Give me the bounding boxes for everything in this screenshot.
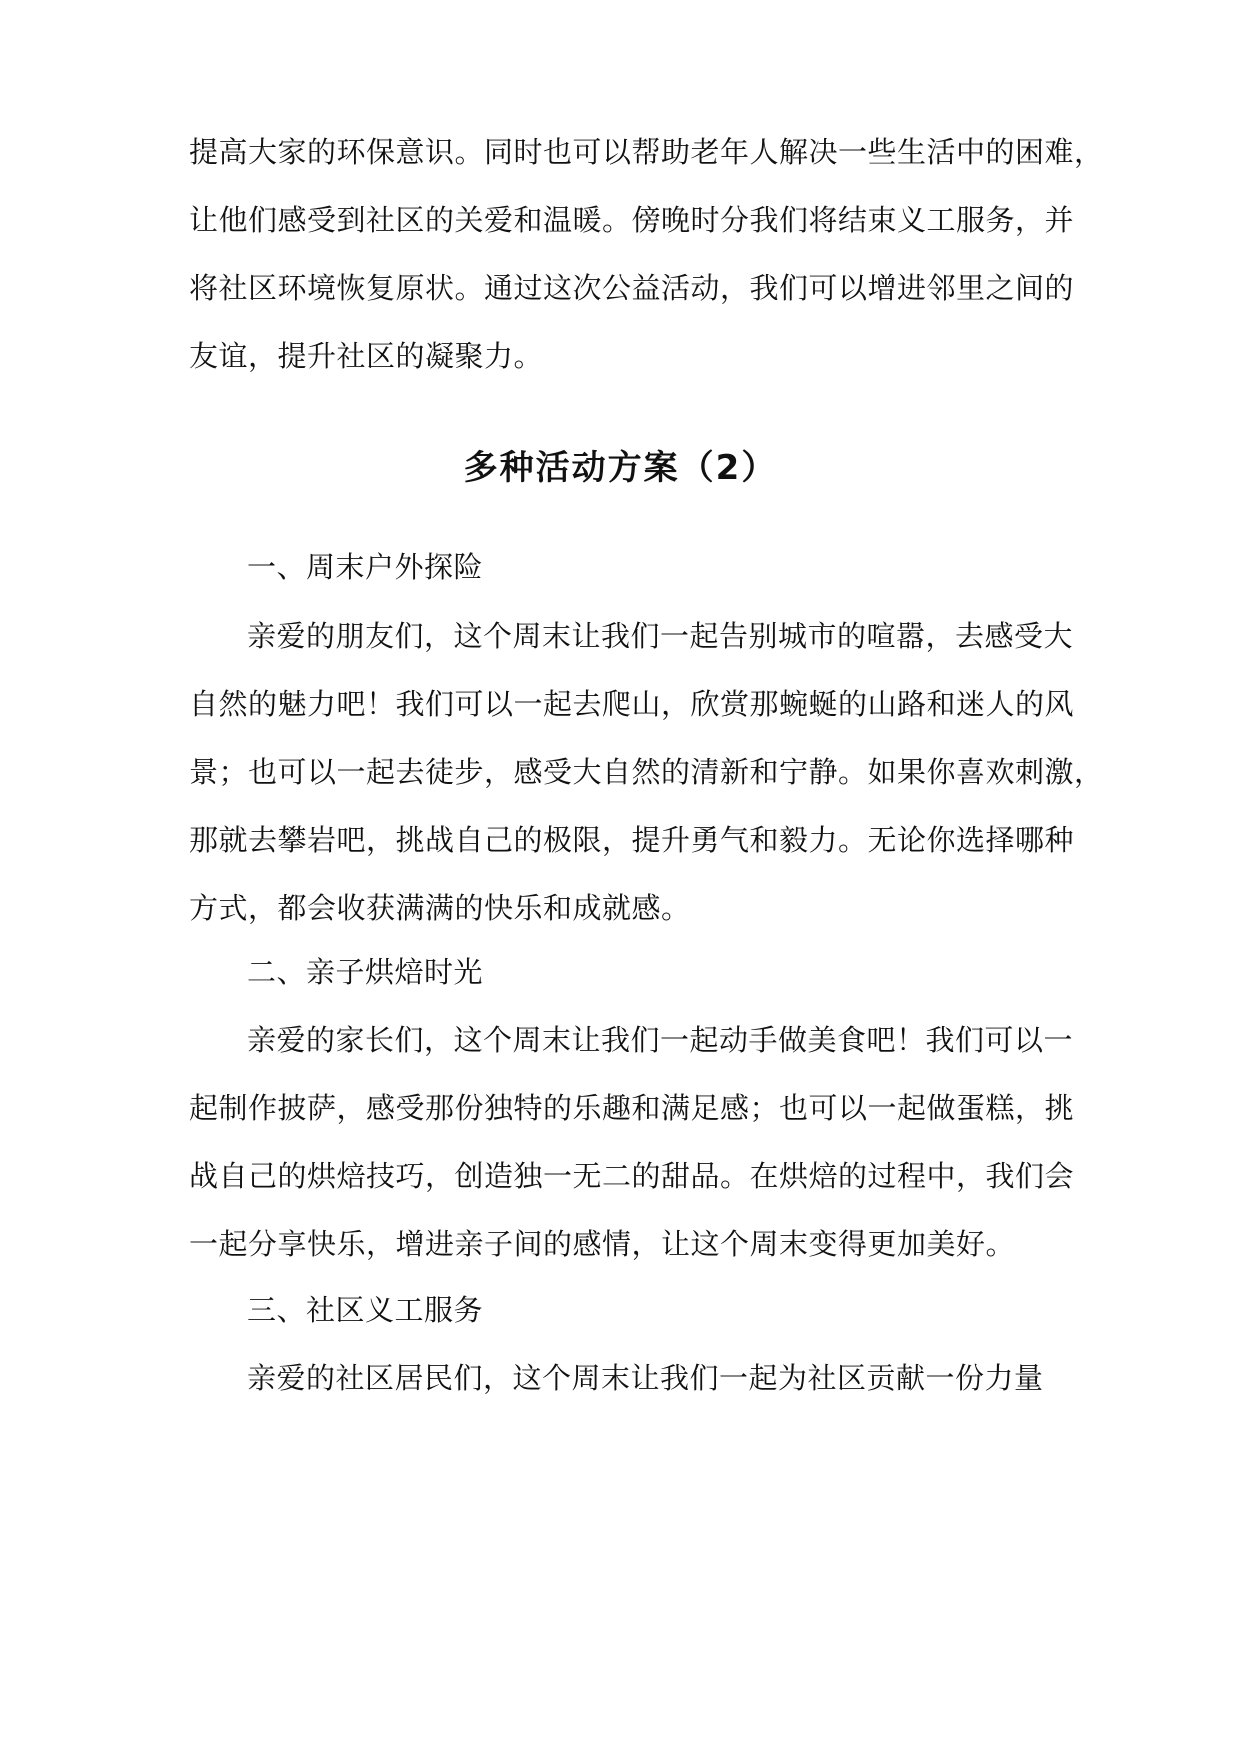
paragraph-line: 起制作披萨，感受那份独特的乐趣和满足感；也可以一起做蛋糕，挑: [189, 1091, 1075, 1125]
paragraph-line: 景；也可以一起去徒步，感受大自然的清新和宁静。如果你喜欢刺激，: [189, 755, 1104, 789]
paragraph-line: 方式，都会收获满满的快乐和成就感。: [189, 891, 691, 925]
document-title: 多种活动方案（2）: [463, 448, 778, 488]
section-heading: 二、亲子烘焙时光: [247, 955, 484, 989]
intro-line: 友谊，提升社区的凝聚力。: [189, 339, 544, 373]
paragraph-line: 那就去攀岩吧，挑战自己的极限，提升勇气和毅力。无论你选择哪种: [189, 823, 1075, 857]
paragraph-line: 一起分享快乐，增进亲子间的感情，让这个周末变得更加美好。: [189, 1227, 1016, 1261]
paragraph-line: 亲爱的家长们，这个周末让我们一起动手做美食吧！我们可以一: [247, 1023, 1074, 1057]
section-heading: 一、周末户外探险: [247, 550, 484, 584]
intro-line: 将社区环境恢复原状。通过这次公益活动，我们可以增进邻里之间的: [189, 271, 1075, 305]
paragraph-line: 自然的魅力吧！我们可以一起去爬山，欣赏那蜿蜒的山路和迷人的风: [189, 687, 1075, 721]
paragraph-line: 亲爱的社区居民们，这个周末让我们一起为社区贡献一份力量: [247, 1361, 1044, 1395]
intro-line: 提高大家的环保意识。同时也可以帮助老年人解决一些生活中的困难，: [189, 135, 1104, 169]
section-heading: 三、社区义工服务: [247, 1293, 484, 1327]
paragraph-line: 亲爱的朋友们，这个周末让我们一起告别城市的喧嚣，去感受大: [247, 619, 1074, 653]
paragraph-line: 战自己的烘焙技巧，创造独一无二的甜品。在烘焙的过程中，我们会: [189, 1159, 1075, 1193]
intro-line: 让他们感受到社区的关爱和温暖。傍晚时分我们将结束义工服务，并: [189, 203, 1075, 237]
